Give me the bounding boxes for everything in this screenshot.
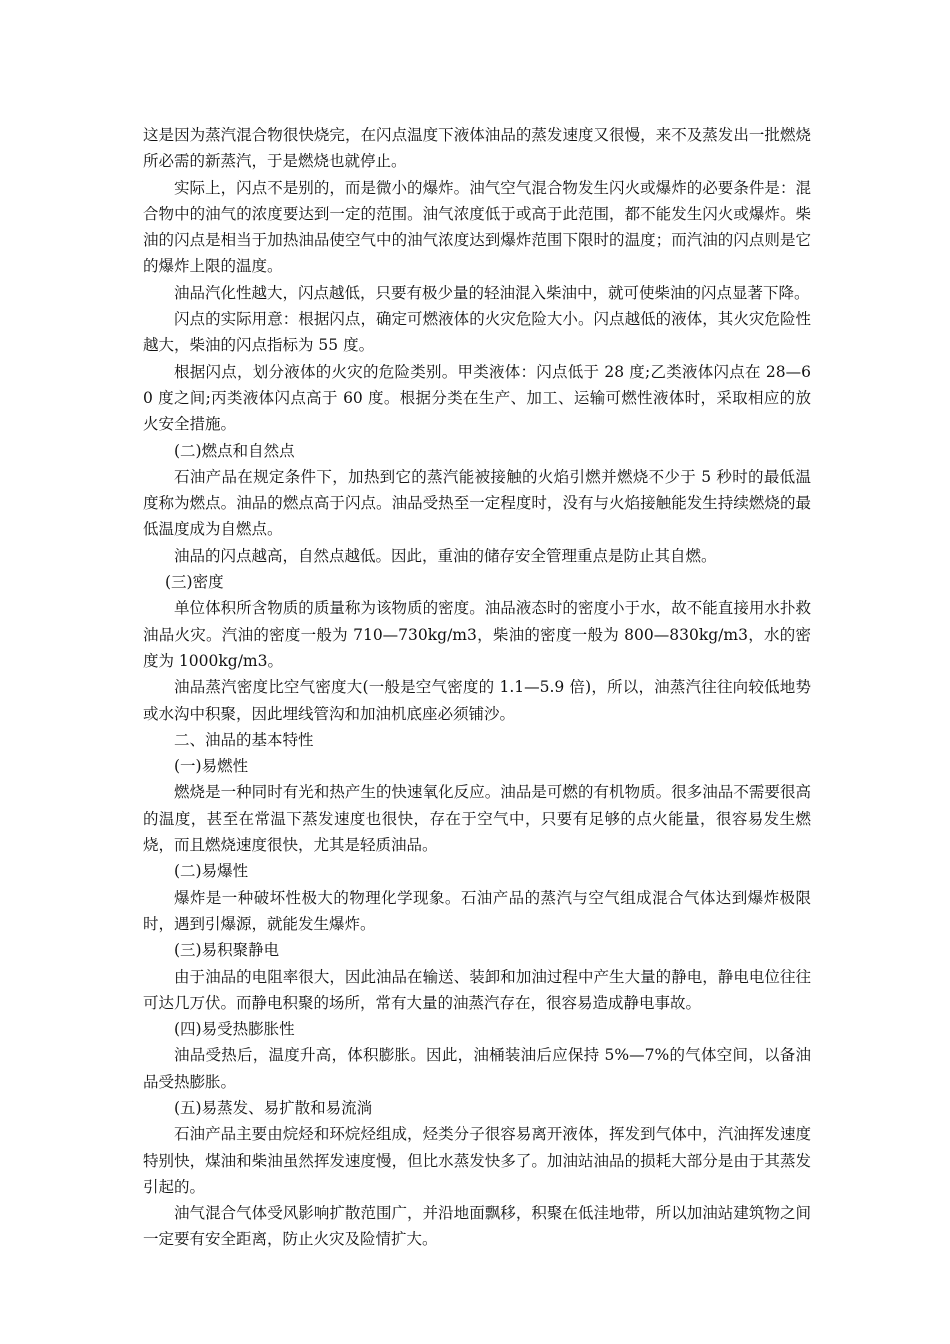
paragraph: 由于油品的电阻率很大，因此油品在输送、装卸和加油过程中产生大量的静电，静电电位往往可达几万伏。而静电积聚的场所，常有大量的油蒸汽存在，很容易造成静电事故。 <box>143 967 811 1012</box>
section-heading: (三)易积聚静电 <box>174 941 280 960</box>
paragraph: 这是因为蒸汽混合物很快烧完，在闪点温度下液体油品的蒸发速度又很慢，来不及蒸发出一批燃烧所必需的新蒸汽，于是燃烧也就停止。 <box>143 126 811 171</box>
paragraph: 单位体积所含物质的质量称为该物质的密度。油品液态时的密度小于水，故不能直接用水扑救油品火灾。汽油的密度一般为 710—730kg/m3，柴油的密度一般为 800—830kg/m3，水的密度为 1000kg/m3。 <box>143 599 811 670</box>
section-heading: (二)易爆性 <box>174 862 249 881</box>
section-heading: (四)易受热膨胀性 <box>174 1020 295 1039</box>
section-heading: (二)燃点和自然点 <box>174 441 295 460</box>
paragraph: 油品蒸汽密度比空气密度大(一般是空气密度的 1.1—5.9 倍)，所以，油蒸汽往往向较低地势或水沟中积聚，因此埋线管沟和加油机底座必须铺沙。 <box>143 678 811 723</box>
section-heading: (一)易燃性 <box>174 757 249 776</box>
paragraph: 油气混合气体受风影响扩散范围广，并沿地面飘移，积聚在低洼地带，所以加油站建筑物之间一定要有安全距离，防止火灾及险情扩大。 <box>143 1204 811 1249</box>
paragraph: 石油产品主要由烷烃和环烷烃组成，烃类分子很容易离开液体，挥发到气体中，汽油挥发速度特别快，煤油和柴油虽然挥发速度慢，但比水蒸发快多了。加油站油品的损耗大部分是由于其蒸发引起的。 <box>143 1125 811 1196</box>
paragraph: 油品受热后，温度升高，体积膨胀。因此，油桶装油后应保持 5%—7%的气体空间，以备油品受热膨胀。 <box>143 1046 811 1091</box>
paragraph: 油品汽化性越大，闪点越低，只要有极少量的轻油混入柴油中，就可使柴油的闪点显著下降。 <box>174 283 810 302</box>
section-heading: 二、油品的基本特性 <box>174 730 314 749</box>
section-heading: (五)易蒸发、易扩散和易流淌 <box>174 1098 373 1117</box>
paragraph: 石油产品在规定条件下，加热到它的蒸汽能被接触的火焰引燃并燃烧不少于 5 秒时的最低温度称为燃点。油品的燃点高于闪点。油品受热至一定程度时，没有与火焰接触能发生持续燃烧的最低温度成为自燃点。 <box>143 467 811 539</box>
section-heading: (三)密度 <box>165 573 224 592</box>
paragraph: 燃烧是一种同时有光和热产生的快速氧化反应。油品是可燃的有机物质。很多油品不需要很高的温度，甚至在常温下蒸发速度也很快，存在于空气中，只要有足够的点火能量，很容易发生燃烧，而且燃烧速度很快，尤其是轻质油品。 <box>143 783 811 855</box>
paragraph: 实际上，闪点不是别的，而是微小的爆炸。油气空气混合物发生闪火或爆炸的必要条件是：混合物中的油气的浓度要达到一定的范围。油气浓度低于或高于此范围，都不能发生闪火或爆炸。柴油的闪点是相当于加热油品使空气中的油气浓度达到爆炸范围下限时的温度；而汽油的闪点则是它的爆炸上限的温度。 <box>143 178 811 276</box>
paragraph: 根据闪点，划分液体的火灾的危险类别。甲类液体：闪点低于 28 度;乙类液体闪点在 28—60 度之间;丙类液体闪点高于 60 度。根据分类在生产、加工、运输可燃性液体时，采取相应的放火安全措施。 <box>143 362 811 434</box>
document-body <box>143 122 811 1253</box>
paragraph: 油品的闪点越高，自然点越低。因此，重油的储存安全管理重点是防止其自燃。 <box>174 546 717 565</box>
paragraph: 爆炸是一种破坏性极大的物理化学现象。石油产品的蒸汽与空气组成混合气体达到爆炸极限时，遇到引爆源，就能发生爆炸。 <box>143 888 811 933</box>
paragraph: 闪点的实际用意：根据闪点，确定可燃液体的火灾危险大小。闪点越低的液体，其火灾危险性越大，柴油的闪点指标为 55 度。 <box>143 310 811 355</box>
